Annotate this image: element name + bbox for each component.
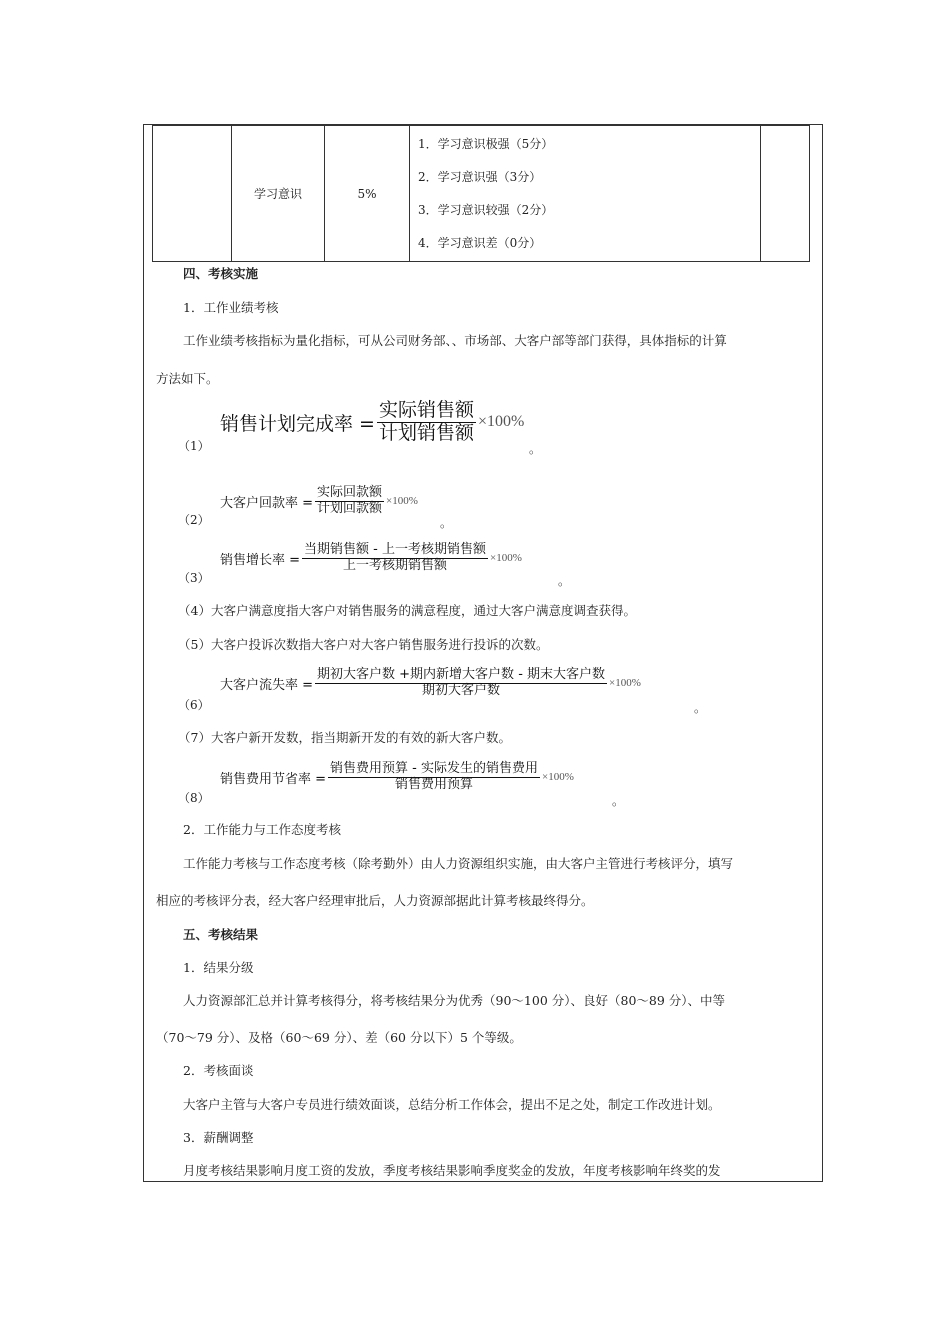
formula-fraction bbox=[377, 400, 476, 445]
subheading: 1．工作业绩考核 bbox=[183, 300, 279, 315]
paragraph: （7）大客户新开发数，指当期新开发的有效的新大客户数。 bbox=[178, 730, 511, 745]
formula-multiplier: ×100% bbox=[477, 413, 525, 431]
criterion-item: 4．学习意识差（0分） bbox=[418, 235, 542, 250]
formula-multiplier: ×100% bbox=[609, 677, 641, 690]
criteria-cell bbox=[410, 126, 761, 262]
formula-numerator: 实际回款额 bbox=[317, 485, 383, 500]
paragraph: 人力资源部汇总并计算考核得分，将考核结果分为优秀（90～100 分）、良好（80～89 分）、中等 bbox=[183, 993, 726, 1008]
paragraph: 方法如下。 bbox=[156, 371, 219, 386]
score-table bbox=[152, 125, 810, 262]
paragraph: 工作业绩考核指标为量化指标，可从公司财务部、、市场部、大客户部等部门获得，具体指标的计算 bbox=[183, 333, 727, 348]
criterion-item: 2．学习意识强（3分） bbox=[418, 169, 542, 184]
subheading: 2．工作能力与工作态度考核 bbox=[183, 822, 341, 837]
formula-lhs: 大客户流失率 = bbox=[220, 677, 314, 693]
formula-numerator: 销售费用预算 - 实际发生的销售费用 bbox=[330, 761, 538, 776]
formula-lhs: 销售增长率 = bbox=[220, 552, 301, 568]
formula-denominator: 期初大客户数 bbox=[422, 682, 501, 698]
formula-end: 。 bbox=[529, 442, 542, 456]
formula-fraction bbox=[302, 543, 488, 574]
formula-end: 。 bbox=[440, 516, 453, 530]
subheading: 2．考核面谈 bbox=[183, 1063, 254, 1078]
formula-end: 。 bbox=[612, 794, 625, 808]
formula-number: （3） bbox=[178, 571, 210, 585]
section-heading: 五、考核结果 bbox=[183, 927, 259, 942]
formula-number: （8） bbox=[178, 791, 210, 805]
formula-key-account-collection bbox=[220, 486, 418, 517]
item-name-cell: 学习意识 bbox=[232, 126, 325, 262]
formula-denominator: 计划回款额 bbox=[317, 500, 383, 516]
category-cell bbox=[153, 126, 232, 262]
paragraph: （70～79 分）、及格（60～69 分）、差（60 分以下）5 个等级。 bbox=[156, 1030, 522, 1045]
paragraph: （5）大客户投诉次数指大客户对大客户销售服务进行投诉的次数。 bbox=[178, 637, 549, 652]
section-heading: 四、考核实施 bbox=[183, 266, 259, 281]
formula-fraction bbox=[328, 762, 540, 793]
score-cell bbox=[761, 126, 810, 262]
formula-number: （2） bbox=[178, 513, 210, 527]
formula-multiplier: ×100% bbox=[490, 552, 522, 565]
paragraph: 大客户主管与大客户专员进行绩效面谈，总结分析工作体会，提出不足之处，制定工作改进计划。 bbox=[183, 1097, 721, 1112]
formula-lhs: 大客户回款率 = bbox=[220, 495, 314, 511]
formula-fraction bbox=[315, 486, 384, 517]
paragraph: 工作能力考核与工作态度考核（除考勤外）由人力资源组织实施，由大客户主管进行考核评分，填写 bbox=[183, 856, 734, 871]
formula-numerator: 期初大客户数 +期内新增大客户数 - 期末大客户数 bbox=[317, 667, 606, 682]
subheading: 1．结果分级 bbox=[183, 960, 254, 975]
formula-key-account-churn bbox=[220, 668, 641, 699]
formula-lhs: 销售计划完成率 = bbox=[220, 412, 375, 435]
formula-multiplier: ×100% bbox=[542, 771, 574, 784]
formula-denominator: 销售费用预算 bbox=[395, 776, 474, 792]
formula-denominator: 上一考核期销售额 bbox=[343, 557, 448, 573]
formula-denominator: 计划销售额 bbox=[378, 421, 474, 444]
formula-sales-growth bbox=[220, 543, 522, 574]
formula-fraction bbox=[315, 668, 607, 699]
formula-multiplier: ×100% bbox=[386, 495, 418, 508]
paragraph: 月度考核结果影响月度工资的发放，季度考核结果影响季度奖金的发放，年度考核影响年终奖的发 bbox=[183, 1163, 721, 1178]
table-row bbox=[153, 126, 810, 262]
formula-numerator: 当期销售额 - 上一考核期销售额 bbox=[304, 542, 486, 557]
subheading: 3．薪酬调整 bbox=[183, 1130, 254, 1145]
paragraph: 相应的考核评分表，经大客户经理审批后，人力资源部据此计算考核最终得分。 bbox=[156, 893, 594, 908]
formula-sales-plan-completion bbox=[220, 400, 524, 445]
paragraph: （4）大客户满意度指大客户对销售服务的满意程度，通过大客户满意度调查获得。 bbox=[178, 603, 636, 618]
formula-number: （6） bbox=[178, 698, 210, 712]
formula-end: 。 bbox=[558, 574, 571, 588]
criterion-item: 1．学习意识极强（5分） bbox=[418, 136, 554, 151]
formula-end: 。 bbox=[694, 701, 707, 715]
formula-numerator: 实际销售额 bbox=[378, 399, 474, 421]
criterion-item: 3．学习意识较强（2分） bbox=[418, 202, 554, 217]
formula-sales-expense-saving bbox=[220, 762, 574, 793]
formula-number: （1） bbox=[178, 439, 210, 453]
weight-cell: 5% bbox=[325, 126, 410, 262]
formula-lhs: 销售费用节省率 = bbox=[220, 771, 327, 787]
